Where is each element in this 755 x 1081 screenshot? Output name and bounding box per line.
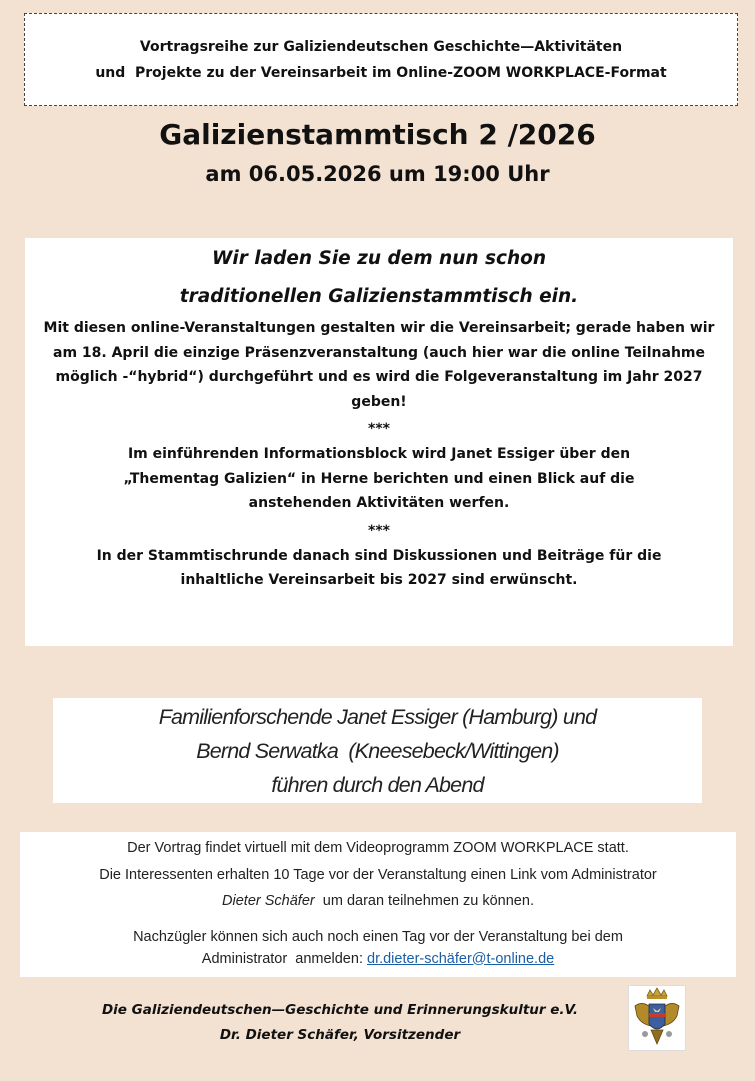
invitation-paragraph-2: Im einführenden Informationsblock wird Janet Essiger über den „Thementag Galizien“ in Herne berichten und einen Blick auf die anstehenden Aktivitäten werfen. bbox=[123, 446, 635, 511]
footer-chair: Dr. Dieter Schäfer, Vorsitzender bbox=[219, 1027, 461, 1043]
late-registration-line-1: Nachzügler können sich auch noch einen Tag vor der Veranstaltung bei dem bbox=[133, 928, 623, 945]
participation-info-box bbox=[20, 832, 736, 977]
separator-1: *** bbox=[368, 421, 390, 437]
series-line-2: und Projekte zu der Vereinsarbeit im Online-ZOOM WORKPLACE-Format bbox=[95, 64, 667, 81]
invitation-heading-2: traditionellen Galizienstammtisch ein. bbox=[179, 286, 579, 307]
event-title: Galizienstammtisch 2 /2026 bbox=[159, 118, 596, 151]
info-line-1: Der Vortrag findet virtuell mit dem Videoprogramm ZOOM WORKPLACE statt. bbox=[127, 840, 629, 856]
separator-2: *** bbox=[368, 522, 390, 539]
footer-organization: Die Galiziendeutschen—Geschichte und Erinnerungskultur e.V. bbox=[101, 1002, 579, 1018]
late-registration-line-2 bbox=[20, 948, 736, 970]
late-registration-prefix: Administrator anmelden: bbox=[201, 950, 367, 967]
hosts-line-3: führen durch den Abend bbox=[271, 772, 484, 797]
invitation-box bbox=[25, 238, 733, 646]
footer-signature bbox=[0, 998, 680, 1048]
event-datetime: am 06.05.2026 um 19:00 Uhr bbox=[205, 162, 550, 186]
hosts-line-2: Bernd Serwatka (Kneesebeck/Wittingen) bbox=[196, 738, 559, 763]
info-line-2: Die Interessenten erhalten 10 Tage vor der Veranstaltung einen Link vom Administrator bbox=[99, 866, 657, 883]
info-line-3 bbox=[20, 888, 736, 915]
invitation-paragraph-3: In der Stammtischrunde danach sind Diskussionen und Beiträge für die inhaltliche Vereinsarbeit bis 2027 sind erwünscht. bbox=[96, 547, 662, 588]
series-line-1: Vortragsreihe zur Galiziendeutschen Geschichte—Aktivitäten bbox=[139, 38, 623, 55]
admin-name: Dieter Schäfer bbox=[222, 893, 315, 909]
hosts-line-1: Familienforschende Janet Essiger (Hamburg) und bbox=[158, 704, 597, 729]
invitation-heading-1: Wir laden Sie zu dem nun schon bbox=[211, 248, 547, 269]
coat-of-arms-icon bbox=[628, 985, 686, 1051]
invitation-paragraph-1: Mit diesen online-Veranstaltungen gestalten wir die Vereinsarbeit; gerade haben wir am 18. April die einzige Präsenzveranstaltung (auch hier war die online Teilnahme möglich -“hybrid“) durchgeführt und es wird die Folgeveranstaltung im Jahr 2027 geben! bbox=[43, 320, 715, 410]
hosts-box bbox=[53, 698, 702, 803]
info-line-3-rest: um daran teilnehmen zu können. bbox=[314, 893, 534, 909]
admin-email-link[interactable]: dr.dieter-schäfer@t-online.de bbox=[367, 950, 555, 967]
series-header-box bbox=[24, 13, 738, 106]
